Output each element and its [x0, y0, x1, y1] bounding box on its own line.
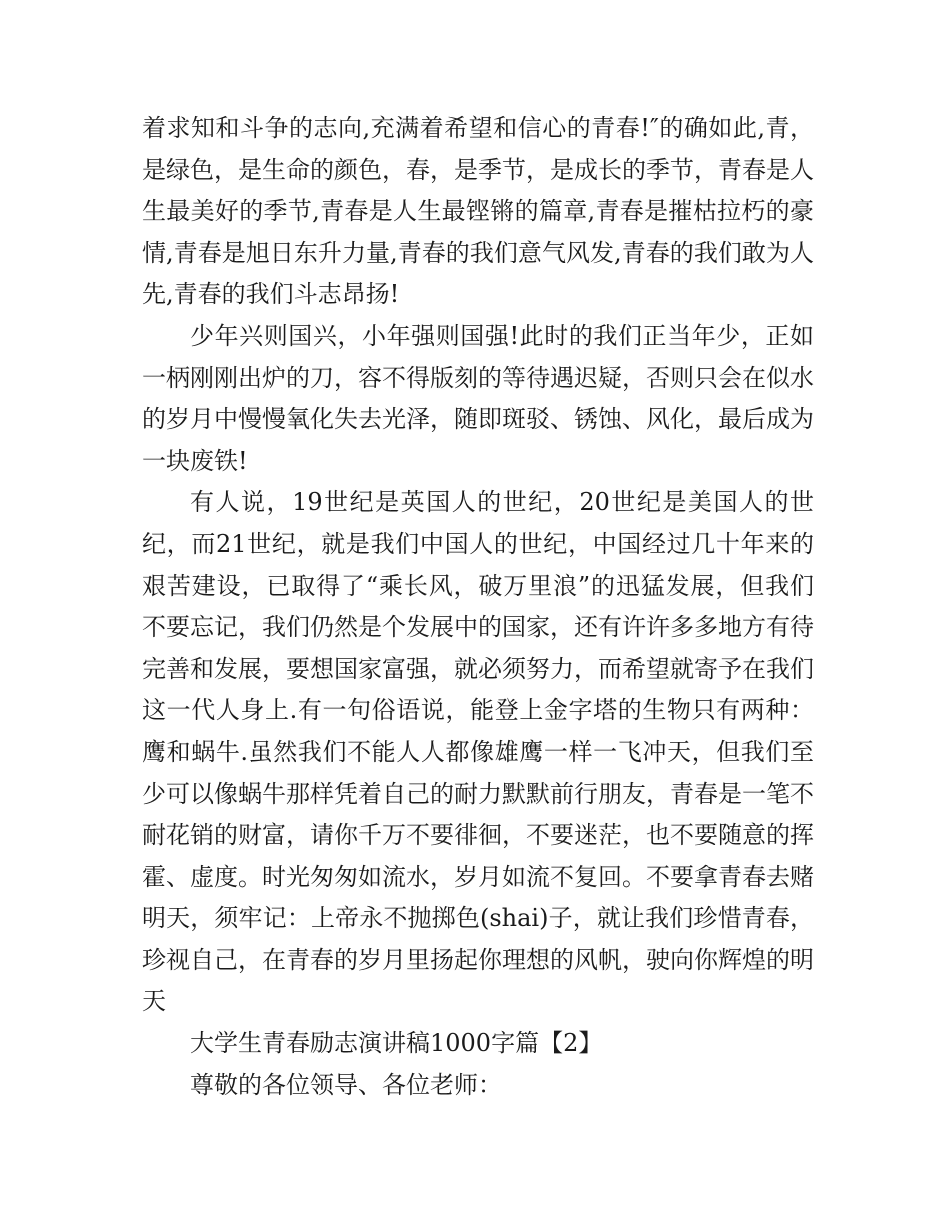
salutation: 尊敬的各位领导、各位老师：	[190, 1070, 502, 1099]
paragraph-3: 有人说，19世纪是英国人的世纪，20世纪是美国人的世纪，而21世纪，就是我们中国人的世纪，中国经过几十年来的艰苦建设，已取得了“乘长风，破万里浪”的迅猛发展，但我们不要忘记，我们仍然是个发展中的国家，还有许许多多地方有待完善和发展，要想国家富强，就必须努力，而希望就寄予在我们这一代人身上.有一句俗语说，能登上金字塔的生物只有两种：鹰和蜗牛.虽然我们不能人人都像雄鹰一样一飞冲天，但我们至少可以像蜗牛那样凭着自己的耐力默默前行朋友，青春是一笔不耐花销的财富，请你千万不要徘徊，不要迷茫，也不要随意的挥霍、虚度。时光匆匆如流水，岁月如流不复回。不要拿青春去赌明天，须牢记：上帝永不抛掷色(shai)子，就让我们珍惜青春，珍视自己，在青春的岁月里扬起你理想的风帆，驶向你辉煌的明天	[142, 488, 814, 1016]
paragraph-2: 少年兴则国兴，小年强则国强!此时的我们正当年少，正如一柄刚刚出炉的刀，容不得版刻的等待遇迟疑，否则只会在似水的岁月中慢慢氧化失去光泽，随即斑驳、锈蚀、风化，最后成为一块废铁!	[142, 321, 814, 475]
section-heading: 大学生青春励志演讲稿1000字篇【2】	[190, 1029, 603, 1058]
paragraph-1: 着求知和斗争的志向,充满着希望和信心的青春!″的确如此,青，是绿色，是生命的颜色，春，是季节，是成长的季节，青春是人生最美好的季节,青春是人生最铿锵的篇章,青春是摧枯拉朽的豪情,青春是旭日东升力量,青春的我们意气风发,青春的我们敢为人先,青春的我们斗志昂扬!	[142, 114, 814, 309]
body-text	[142, 108, 814, 1106]
